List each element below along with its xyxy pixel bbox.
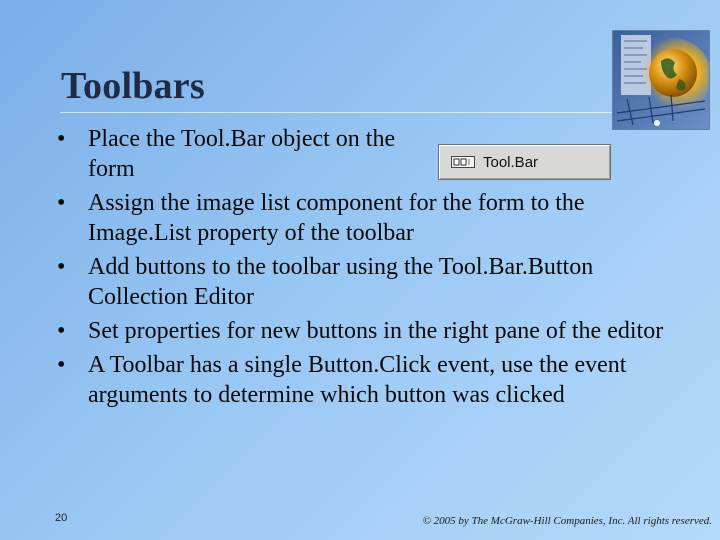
bullet-item xyxy=(55,188,665,248)
bullet-item xyxy=(55,252,665,312)
bullet-marker: • xyxy=(57,352,66,378)
bullet-marker: • xyxy=(57,190,66,216)
bullet-item xyxy=(55,316,665,346)
page-number: 20 xyxy=(55,512,68,524)
bullet-marker: • xyxy=(57,254,66,280)
globe-icon xyxy=(613,31,709,129)
bullet-text: Set properties for new buttons in the right pane of the editor xyxy=(88,318,664,344)
bullet-list xyxy=(55,124,665,414)
toolbox-item-label: Tool.Bar xyxy=(483,153,539,171)
title-divider xyxy=(60,112,620,113)
copyright-footer: © 2005 by The McGraw-Hill Companies, Inc. All rights reserved. xyxy=(422,515,712,527)
bullet-text: Assign the image list component for the form to the Image.List property of the toolbar xyxy=(88,190,585,246)
globe-computer-logo xyxy=(612,30,710,130)
bullet-marker: • xyxy=(57,126,66,152)
bullet-text: Place the Tool.Bar object on the form xyxy=(88,126,396,182)
slide-title: Toolbars xyxy=(61,65,205,107)
bullet-item xyxy=(55,350,665,410)
bullet-item xyxy=(55,124,428,184)
bullet-text: Add buttons to the toolbar using the Tool.Bar.Button Collection Editor xyxy=(88,254,594,310)
bullet-text: A Toolbar has a single Button.Click event, use the event arguments to determine which button was clicked xyxy=(88,352,627,408)
bullet-marker: • xyxy=(57,318,66,344)
